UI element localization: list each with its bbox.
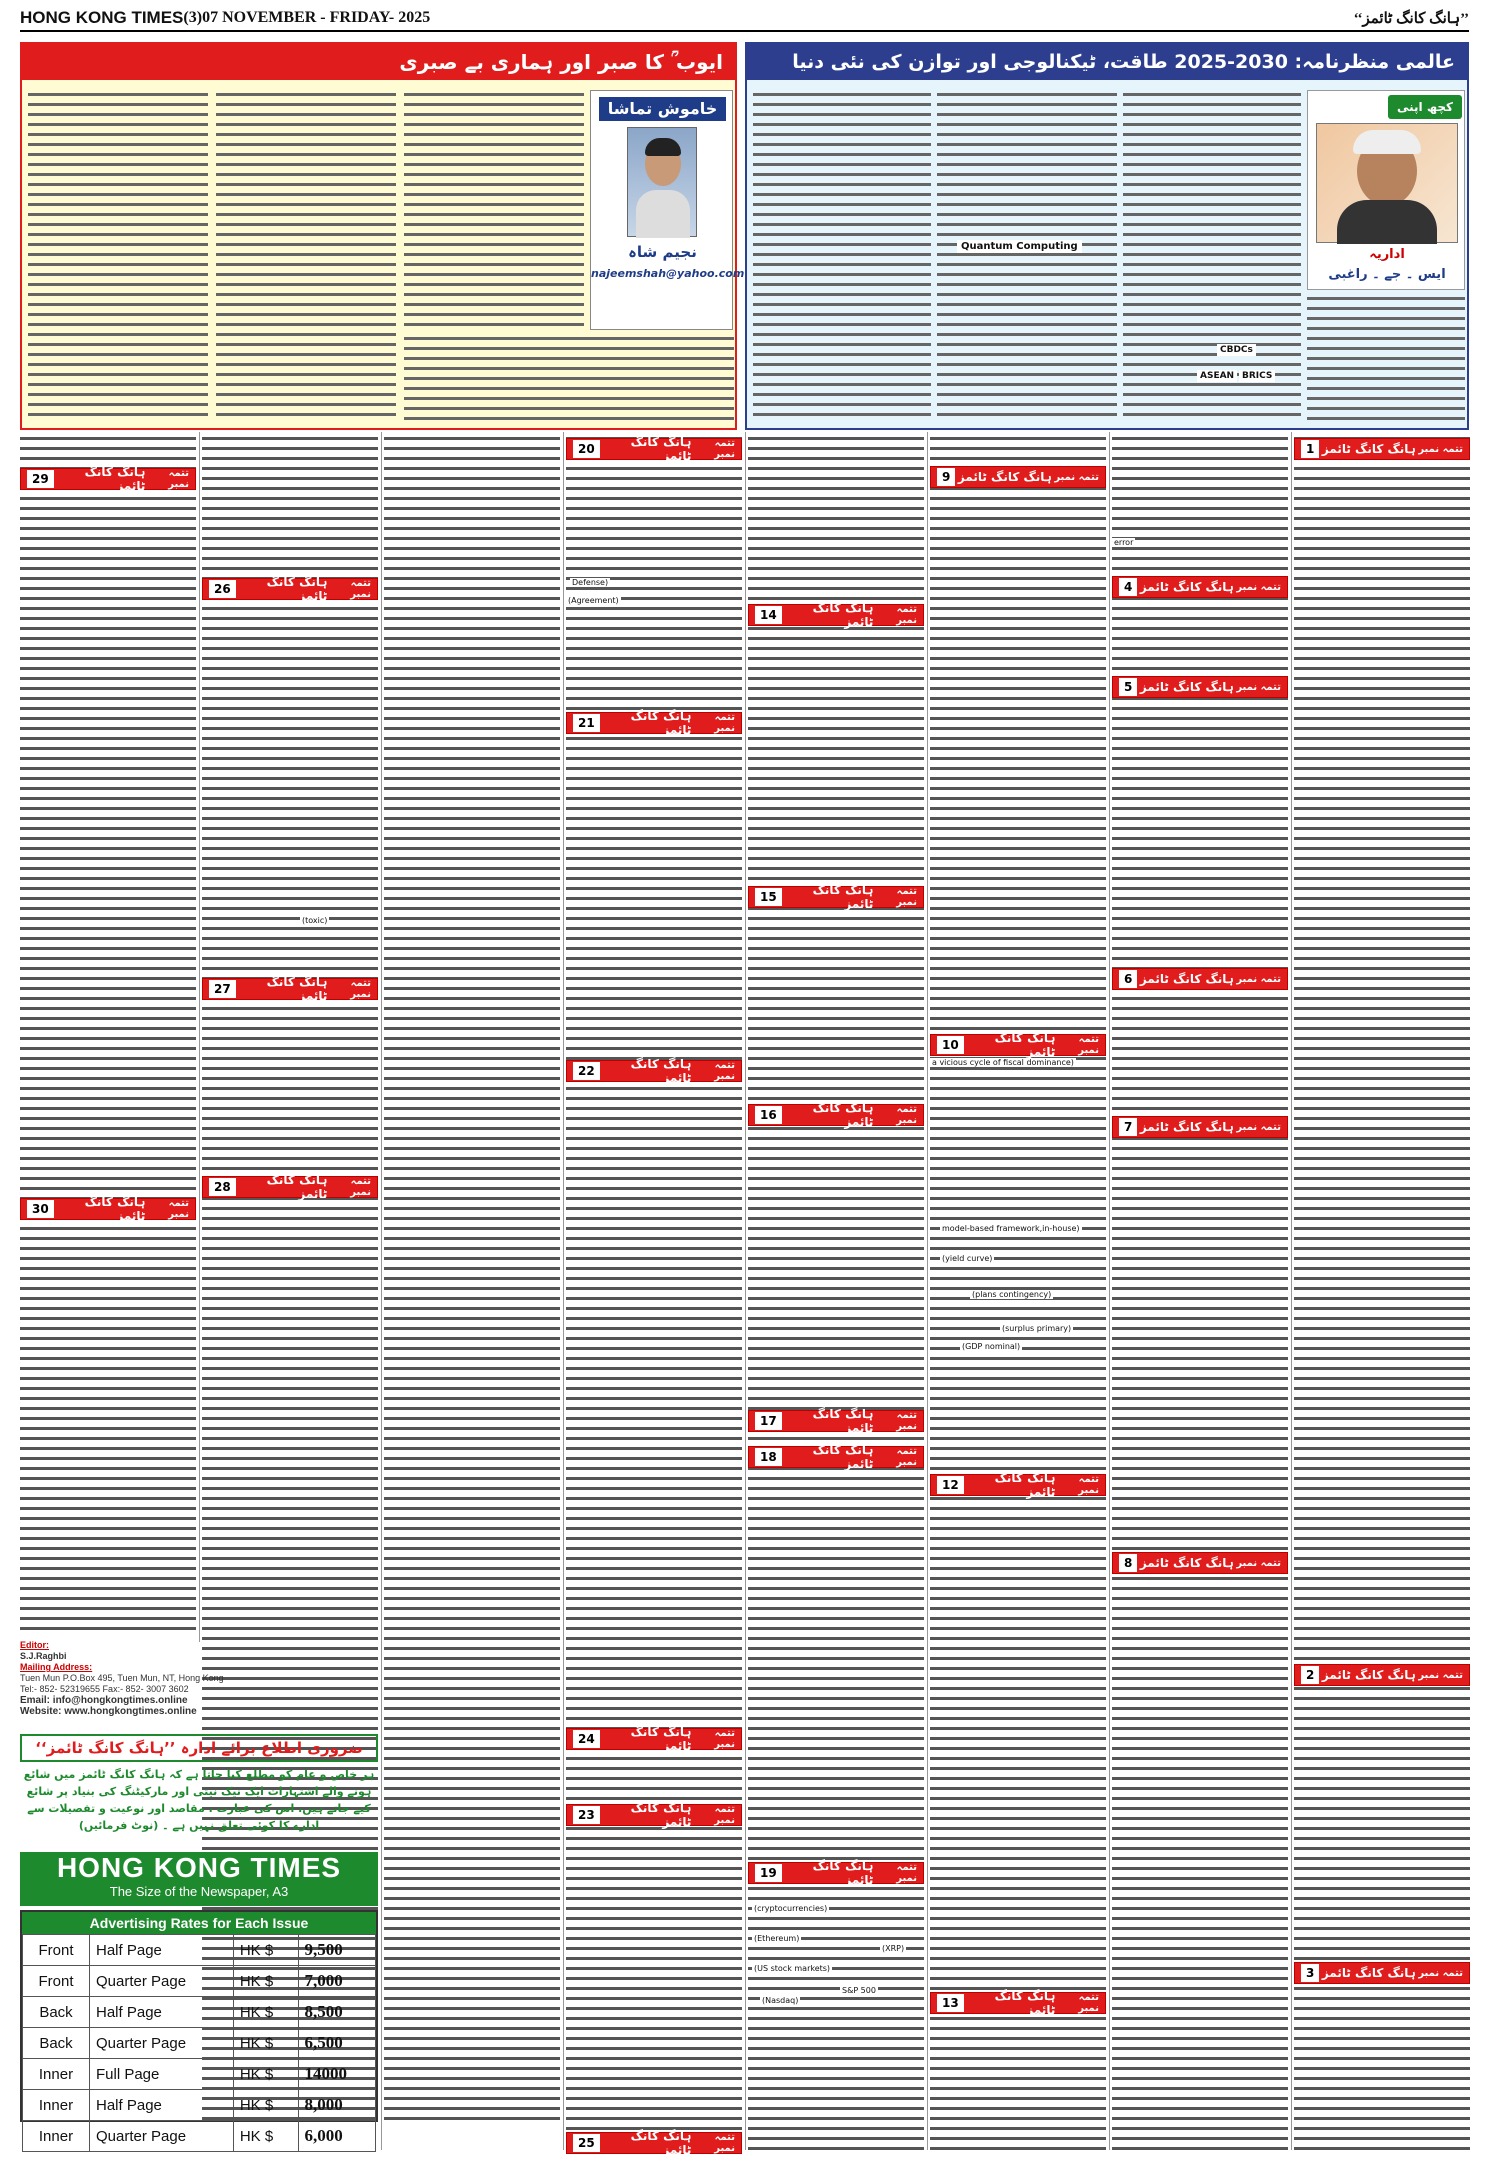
continuation-tag-4 bbox=[1112, 576, 1288, 598]
inline-term: model-based framework,in-house) bbox=[942, 1224, 1080, 1233]
tag-number: 1 bbox=[1301, 440, 1319, 458]
tag-title: ہانگ کانگ ٹائمز bbox=[812, 883, 874, 911]
editorial-column-name: کچھ اپنی bbox=[1388, 95, 1462, 119]
term-quantum: Quantum Computing bbox=[957, 240, 1082, 253]
body-column-5 bbox=[748, 434, 924, 2150]
tag-number: 8 bbox=[1119, 1554, 1137, 1572]
tag-number: 3 bbox=[1301, 1964, 1319, 1982]
tag-prefix: تتمہ نمبر bbox=[1236, 1121, 1281, 1133]
tag-title: ہانگ کانگ ٹائمز bbox=[812, 1859, 874, 1887]
tel-fax: Tel:- 852- 52319655 Fax:- 852- 3007 3602 bbox=[20, 1684, 189, 1694]
tag-number: 22 bbox=[573, 1062, 600, 1080]
ad-brand-subtitle: The Size of the Newspaper, A3 bbox=[109, 1884, 289, 1899]
continuation-tag-10 bbox=[930, 1031, 1106, 1059]
inline-term: (plans contingency) bbox=[972, 1290, 1052, 1299]
left-feature-article bbox=[20, 42, 745, 430]
ad-brand-name: HONG KONG TIMES bbox=[56, 1852, 342, 1883]
tag-number: 5 bbox=[1119, 678, 1137, 696]
continuation-tag-5 bbox=[1112, 676, 1288, 698]
rate-currency: HK $ bbox=[233, 1997, 298, 2028]
inline-term: (US stock markets) bbox=[754, 1964, 831, 1973]
rate-price: 8,000 bbox=[298, 2090, 375, 2121]
author-column-box bbox=[590, 90, 745, 330]
tag-title: ہانگ کانگ ٹائمز bbox=[630, 1725, 692, 1753]
tag-title: ہانگ کانگ ٹائمز bbox=[1321, 1668, 1416, 1682]
term-brics: BRICS bbox=[1239, 370, 1275, 382]
rate-currency: HK $ bbox=[233, 2028, 298, 2059]
tag-number: 21 bbox=[573, 714, 600, 732]
tag-number: 29 bbox=[27, 470, 54, 488]
tag-number: 9 bbox=[937, 468, 955, 486]
tag-title: ہانگ کانگ ٹائمز bbox=[84, 1195, 146, 1223]
notice-body: ہر خاص و عام کو مطلع کیا جاتا ہے کہ ہانگ کانگ ٹائمز میں شائع ہونے والے اشتہارات ایک نیک نیتی اور مارکیٹنگ کی بنیاد پر شائع کیے جاتے ہیں، اس کی عبارت ، مقاصد اور نوعیت و تفصیلات سے ادارے کا کوئی تعلق نہیں ہے ۔ (نوٹ فرمائیں) bbox=[23, 1768, 375, 1832]
tag-prefix: تتمہ نمبر bbox=[714, 1804, 735, 1826]
rate-position: Front bbox=[23, 1966, 90, 1997]
continuation-tag-7 bbox=[1112, 1116, 1288, 1138]
rate-row bbox=[23, 2121, 376, 2152]
tag-title: ہانگ کانگ ٹائمز bbox=[630, 435, 692, 463]
rate-price: 7,000 bbox=[298, 1966, 375, 1997]
tag-prefix: تتمہ نمبر bbox=[896, 1410, 917, 1432]
continuation-tag-17 bbox=[748, 1407, 924, 1435]
term-cbdcs: CBDCs bbox=[1217, 344, 1256, 356]
tag-prefix: تتمہ نمبر bbox=[714, 438, 735, 460]
rate-row bbox=[23, 2028, 376, 2059]
tag-prefix: تتمہ نمبر bbox=[896, 604, 917, 626]
tag-number: 15 bbox=[755, 888, 782, 906]
rate-size: Quarter Page bbox=[90, 2028, 234, 2059]
inline-term: (Ethereum) bbox=[754, 1934, 800, 1943]
tag-title: ہانگ کانگ ٹائمز bbox=[1139, 680, 1234, 694]
right-article-headline: عالمی منظرنامہ: 2030-2025 طاقت، ٹیکنالوجی اور توازن کی نئی دنیا bbox=[792, 51, 1455, 73]
brand-name: HONG KONG TIMES bbox=[20, 8, 184, 27]
rate-size: Quarter Page bbox=[90, 2121, 234, 2152]
tag-title: ہانگ کانگ ٹائمز bbox=[84, 465, 146, 493]
website-line: Website: www.hongkongtimes.online bbox=[20, 1706, 197, 1717]
rate-row bbox=[23, 1966, 376, 1997]
tag-prefix: تتمہ نمبر bbox=[168, 468, 189, 490]
rate-position: Back bbox=[23, 2028, 90, 2059]
editorial-column-box bbox=[1307, 90, 1465, 290]
tag-prefix: تتمہ نمبر bbox=[896, 1862, 917, 1884]
tag-number: 25 bbox=[573, 2134, 600, 2152]
rates-table bbox=[20, 1910, 378, 2145]
column-rule bbox=[745, 432, 746, 2150]
rate-currency: HK $ bbox=[233, 2059, 298, 2090]
continuation-tag-16 bbox=[748, 1101, 924, 1129]
continuation-tag-25 bbox=[566, 2129, 742, 2157]
tag-prefix: تتمہ نمبر bbox=[350, 578, 371, 600]
editor-label: اداریہ bbox=[1369, 247, 1405, 262]
inline-term: (Agreement) bbox=[568, 596, 619, 605]
tag-title: ہانگ کانگ ٹائمز bbox=[1139, 580, 1234, 594]
author-name: نجیم شاہ bbox=[628, 243, 697, 261]
body-column-4 bbox=[566, 434, 742, 2150]
rate-size: Half Page bbox=[90, 2090, 234, 2121]
tag-number: 27 bbox=[209, 980, 236, 998]
continuation-tag-26 bbox=[202, 575, 378, 603]
continuation-tag-8 bbox=[1112, 1552, 1288, 1574]
rate-size: Quarter Page bbox=[90, 1966, 234, 1997]
right-article-column-1 bbox=[1307, 294, 1465, 420]
rate-row bbox=[23, 2090, 376, 2121]
tag-title: ہانگ کانگ ٹائمز bbox=[994, 1989, 1056, 2017]
body-column-8 bbox=[1294, 434, 1470, 2150]
ad-brand-banner bbox=[20, 1852, 378, 1906]
continuation-tag-30 bbox=[20, 1195, 196, 1223]
tag-number: 13 bbox=[937, 1994, 964, 2012]
rate-price: 6,500 bbox=[298, 2028, 375, 2059]
left-article-column-4 bbox=[404, 334, 734, 420]
left-article-column-3 bbox=[404, 90, 584, 330]
left-article-headline-bar bbox=[22, 44, 735, 80]
author-email: najeemshah@yahoo.com bbox=[591, 267, 745, 280]
page-number: (3) bbox=[183, 9, 203, 26]
tag-number: 30 bbox=[27, 1200, 54, 1218]
continuation-tag-29 bbox=[20, 465, 196, 493]
tag-number: 23 bbox=[573, 1806, 600, 1824]
tag-title: ہانگ کانگ ٹائمز bbox=[1139, 972, 1234, 986]
continuation-tag-6 bbox=[1112, 968, 1288, 990]
tag-prefix: تتمہ نمبر bbox=[714, 712, 735, 734]
rate-position: Back bbox=[23, 1997, 90, 2028]
rate-position: Inner bbox=[23, 2090, 90, 2121]
column-rule bbox=[199, 432, 200, 1642]
tag-title: ہانگ کانگ ٹائمز bbox=[994, 1031, 1056, 1059]
page-header bbox=[20, 6, 1469, 32]
rate-price: 9,500 bbox=[298, 1935, 375, 1966]
tag-title: ہانگ کانگ ٹائمز bbox=[1139, 1120, 1234, 1134]
tag-title: ہانگ کانگ ٹائمز bbox=[812, 601, 874, 629]
tag-title: ہانگ کانگ ٹائمز bbox=[266, 1173, 328, 1201]
rate-size: Half Page bbox=[90, 1935, 234, 1966]
tag-number: 20 bbox=[573, 440, 600, 458]
tag-prefix: تتمہ نمبر bbox=[714, 1728, 735, 1750]
right-article-headline-bar bbox=[747, 44, 1467, 80]
continuation-tag-27 bbox=[202, 975, 378, 1003]
inline-term: (Nasdaq) bbox=[762, 1996, 799, 2005]
editor-name: S.J.Raghbi bbox=[20, 1651, 67, 1661]
tag-title: ہانگ کانگ ٹائمز bbox=[266, 975, 328, 1003]
tag-prefix: تتمہ نمبر bbox=[350, 1176, 371, 1198]
tag-title: ہانگ کانگ ٹائمز bbox=[630, 2129, 692, 2157]
continuation-tag-20 bbox=[566, 435, 742, 463]
rate-price: 6,000 bbox=[298, 2121, 375, 2152]
tag-prefix: تتمہ نمبر bbox=[1418, 443, 1463, 455]
right-feature-article bbox=[745, 42, 1469, 430]
mailing-address: Tuen Mun P.O.Box 495, Tuen Mun, NT, Hong Kong bbox=[20, 1673, 224, 1683]
body-column-1 bbox=[20, 434, 196, 1634]
rate-row bbox=[23, 1935, 376, 1966]
tag-prefix: تتمہ نمبر bbox=[168, 1198, 189, 1220]
rate-currency: HK $ bbox=[233, 1966, 298, 1997]
tag-number: 17 bbox=[755, 1412, 782, 1430]
tag-prefix: تتمہ نمبر bbox=[1054, 471, 1099, 483]
tag-title: ہانگ کانگ ٹائمز bbox=[957, 470, 1052, 484]
tag-number: 24 bbox=[573, 1730, 600, 1748]
continuation-tag-24 bbox=[566, 1725, 742, 1753]
continuation-tag-19 bbox=[748, 1859, 924, 1887]
rate-row bbox=[23, 2059, 376, 2090]
left-article-column-1 bbox=[28, 90, 208, 420]
tag-prefix: تتمہ نمبر bbox=[1078, 1474, 1099, 1496]
continuation-tag-13 bbox=[930, 1989, 1106, 2017]
inline-term: (XRP) bbox=[882, 1944, 905, 1953]
tag-prefix: تتمہ نمبر bbox=[896, 1446, 917, 1468]
tag-prefix: تتمہ نمبر bbox=[1418, 1669, 1463, 1681]
tag-number: 12 bbox=[937, 1476, 964, 1494]
tag-title: ہانگ کانگ ٹائمز bbox=[630, 1057, 692, 1085]
inline-term: (surplus primary) bbox=[1002, 1324, 1072, 1333]
term-asean: ASEAN bbox=[1197, 370, 1237, 382]
continuation-tag-23 bbox=[566, 1801, 742, 1829]
tag-number: 28 bbox=[209, 1178, 236, 1196]
tag-title: ہانگ کانگ ٹائمز bbox=[812, 1443, 874, 1471]
rate-currency: HK $ bbox=[233, 1935, 298, 1966]
continuation-tag-14 bbox=[748, 601, 924, 629]
continuation-tag-3 bbox=[1294, 1962, 1470, 1984]
notice-title: ضروری اطلاع برائے ادارہ ’’ہانگ کانگ ٹائمز‘‘ bbox=[20, 1734, 378, 1762]
author-photo bbox=[627, 127, 697, 237]
rate-position: Front bbox=[23, 1935, 90, 1966]
tag-title: ہانگ کانگ ٹائمز bbox=[266, 575, 328, 603]
tag-prefix: تتمہ نمبر bbox=[1236, 681, 1281, 693]
continuation-tag-1 bbox=[1294, 438, 1470, 460]
rate-currency: HK $ bbox=[233, 2121, 298, 2152]
continuation-tag-12 bbox=[930, 1471, 1106, 1499]
rate-price: 14000 bbox=[298, 2059, 375, 2090]
body-column-3 bbox=[384, 434, 560, 2124]
tag-number: 6 bbox=[1119, 970, 1137, 988]
rate-price: 8,500 bbox=[298, 1997, 375, 2028]
tag-title: ہانگ کانگ ٹائمز bbox=[1321, 1966, 1416, 1980]
tag-title: ہانگ کانگ ٹائمز bbox=[812, 1101, 874, 1129]
tag-number: 7 bbox=[1119, 1118, 1137, 1136]
tag-title: ہانگ کانگ ٹائمز bbox=[1321, 442, 1416, 456]
inline-term: (yield curve) bbox=[942, 1254, 993, 1263]
continuation-tag-28 bbox=[202, 1173, 378, 1201]
rates-grid bbox=[22, 1934, 376, 2152]
column-rule bbox=[563, 432, 564, 2150]
column-rule bbox=[1109, 432, 1110, 2150]
tag-number: 4 bbox=[1119, 578, 1137, 596]
tag-title: ہانگ کانگ ٹائمز bbox=[812, 1407, 874, 1435]
tag-prefix: تتمہ نمبر bbox=[896, 886, 917, 908]
tag-prefix: تتمہ نمبر bbox=[1236, 1557, 1281, 1569]
email-line: Email: info@hongkongtimes.online bbox=[20, 1695, 188, 1706]
editor-label: Editor: bbox=[20, 1640, 49, 1650]
tag-title: ہانگ کانگ ٹائمز bbox=[994, 1471, 1056, 1499]
right-article-column-3 bbox=[937, 90, 1117, 420]
continuation-tag-22 bbox=[566, 1057, 742, 1085]
tag-title: ہانگ کانگ ٹائمز bbox=[630, 709, 692, 737]
tag-title: ہانگ کانگ ٹائمز bbox=[1139, 1556, 1234, 1570]
tag-prefix: تتمہ نمبر bbox=[1236, 973, 1281, 985]
tag-prefix: تتمہ نمبر bbox=[350, 978, 371, 1000]
inline-term: (toxic) bbox=[302, 916, 328, 925]
continuation-tag-21 bbox=[566, 709, 742, 737]
tag-number: 2 bbox=[1301, 1666, 1319, 1684]
continuation-tag-9 bbox=[930, 466, 1106, 488]
column-rule bbox=[927, 432, 928, 2150]
masthead-box bbox=[20, 1640, 378, 1728]
tag-number: 18 bbox=[755, 1448, 782, 1466]
inline-term: (GDP nominal) bbox=[962, 1342, 1021, 1351]
rate-row bbox=[23, 1997, 376, 2028]
inline-term: S&P 500 bbox=[842, 1986, 876, 1995]
tag-prefix: تتمہ نمبر bbox=[714, 2132, 735, 2154]
tag-prefix: تتمہ نمبر bbox=[1078, 1034, 1099, 1056]
rate-position: Inner bbox=[23, 2059, 90, 2090]
tag-prefix: تتمہ نمبر bbox=[1236, 581, 1281, 593]
tag-prefix: تتمہ نمبر bbox=[714, 1060, 735, 1082]
continuation-tag-15 bbox=[748, 883, 924, 911]
tag-prefix: تتمہ نمبر bbox=[896, 1104, 917, 1126]
issue-date: 07 NOVEMBER - FRIDAY- 2025 bbox=[202, 9, 431, 26]
column-rule bbox=[381, 432, 382, 2150]
editor-name: ایس ۔ جے ۔ راغبی bbox=[1328, 267, 1446, 282]
mailing-label: Mailing Address: bbox=[20, 1662, 93, 1672]
tag-prefix: تتمہ نمبر bbox=[1078, 1992, 1099, 2014]
tag-prefix: تتمہ نمبر bbox=[1418, 1967, 1463, 1979]
rate-currency: HK $ bbox=[233, 2090, 298, 2121]
left-article-column-2 bbox=[216, 90, 396, 420]
rate-size: Full Page bbox=[90, 2059, 234, 2090]
left-article-headline: ایوب ؒ کا صبر اور ہماری بے صبری bbox=[399, 50, 723, 74]
tag-number: 10 bbox=[937, 1036, 964, 1054]
tag-number: 19 bbox=[755, 1864, 782, 1882]
inline-term: (cryptocurrencies) bbox=[754, 1904, 828, 1913]
tag-number: 14 bbox=[755, 606, 782, 624]
inline-term: a vicious cycle of fiscal dominance) bbox=[932, 1058, 1074, 1067]
urdu-masthead: ’’ہانگ کانگ ٹائمز‘‘ bbox=[1353, 10, 1469, 27]
column-rule bbox=[1291, 432, 1292, 2150]
rate-size: Half Page bbox=[90, 1997, 234, 2028]
rate-position: Inner bbox=[23, 2121, 90, 2152]
inline-term: error bbox=[1114, 538, 1134, 547]
rates-title: Advertising Rates for Each Issue bbox=[22, 1912, 376, 1934]
editor-photo bbox=[1316, 123, 1458, 243]
column-name: خاموش تماشا bbox=[599, 97, 726, 121]
tag-number: 26 bbox=[209, 580, 236, 598]
inline-term: Defense) bbox=[572, 578, 609, 587]
continuation-tag-18 bbox=[748, 1443, 924, 1471]
tag-number: 16 bbox=[755, 1106, 782, 1124]
right-article-column-4 bbox=[753, 90, 931, 420]
continuation-tag-2 bbox=[1294, 1664, 1470, 1686]
tag-title: ہانگ کانگ ٹائمز bbox=[630, 1801, 692, 1829]
